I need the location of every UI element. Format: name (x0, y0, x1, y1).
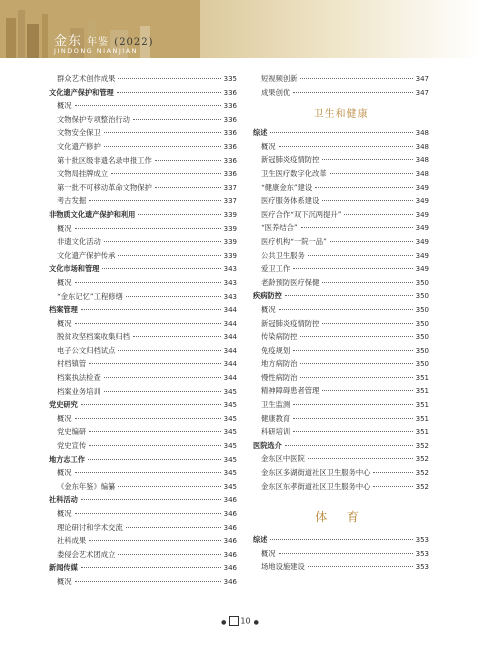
toc-entry-title: 卫生医疗数字化改革 (261, 168, 327, 178)
toc-entry-title: 档案管理 (49, 305, 78, 315)
toc-entry[interactable] (49, 548, 237, 562)
footer-right-dot: ● (253, 618, 259, 626)
dot-leader (315, 187, 412, 188)
dot-leader (126, 296, 221, 297)
toc-entry-page: 336 (223, 102, 237, 111)
dot-leader (104, 146, 221, 147)
dot-leader (75, 472, 221, 473)
toc-entry-page: 336 (223, 156, 237, 165)
toc-entry-title: 概况 (57, 468, 72, 478)
toc-entry[interactable] (253, 330, 429, 344)
dot-leader (270, 539, 412, 540)
dot-leader (285, 445, 413, 446)
toc-chapter-entry[interactable] (253, 126, 429, 140)
toc-entry[interactable] (253, 425, 429, 439)
toc-entry-title: 爱卫工作 (261, 264, 291, 274)
dot-leader (126, 527, 221, 528)
dot-leader (118, 486, 220, 487)
toc-entry-page: 351 (415, 387, 429, 396)
dot-leader (75, 105, 221, 106)
toc-left-column (49, 72, 237, 589)
toc-entry-page: 353 (415, 563, 429, 572)
toc-entry-page: 339 (223, 224, 237, 233)
dot-leader (89, 445, 220, 446)
toc-entry[interactable] (49, 534, 237, 548)
dot-leader (270, 132, 412, 133)
yearbook-subtitle: JINDONG NIANJIAN (54, 47, 139, 55)
toc-entry-title: 文物安全保卫 (57, 128, 101, 138)
toc-entry-title: 概况 (261, 548, 276, 558)
toc-entry[interactable] (49, 480, 237, 494)
toc-chapter-entry[interactable] (49, 493, 237, 507)
toc-entry-title: 慢性病防治 (261, 372, 298, 382)
toc-entry[interactable] (253, 235, 429, 249)
toc-entry-page: 347 (415, 88, 429, 97)
toc-group-culture-continued (253, 72, 429, 99)
toc-entry-title: 健康教育 (261, 413, 291, 423)
toc-entry-page: 343 (223, 265, 237, 274)
toc-entry-page: 336 (223, 142, 237, 151)
toc-entry-page: 349 (415, 210, 429, 219)
toc-entry[interactable] (253, 72, 429, 86)
toc-entry-title: 金东区多湖街道社区卫生服务中心 (261, 468, 371, 478)
toc-entry-page: 339 (223, 251, 237, 260)
toc-entry-page: 337 (223, 183, 237, 192)
toc-entry[interactable] (49, 140, 237, 154)
toc-entry[interactable] (49, 126, 237, 140)
toc-entry-title: 概况 (57, 509, 72, 518)
toc-entry-page: 344 (223, 374, 237, 383)
toc-entry[interactable] (49, 194, 237, 208)
toc-entry-page: 348 (415, 156, 429, 165)
toc-entry-title: “医养结合” (261, 223, 298, 233)
dot-leader (75, 418, 221, 419)
toc-entry-title: 新闻传媒 (49, 563, 78, 573)
toc-entry[interactable] (49, 181, 237, 195)
page-footer (0, 616, 480, 626)
dot-leader (293, 268, 412, 269)
toc-entry-page: 339 (223, 238, 237, 247)
toc-entry[interactable] (253, 560, 429, 574)
toc-chapter-entry[interactable] (49, 398, 237, 412)
dot-leader (104, 377, 221, 378)
toc-entry[interactable] (49, 507, 237, 521)
toc-entry-title: 概况 (57, 318, 72, 328)
dot-leader (89, 363, 220, 364)
toc-right-column (253, 72, 429, 574)
toc-entry[interactable] (253, 262, 429, 276)
toc-chapter-entry[interactable] (253, 533, 429, 547)
toc-entry-page: 350 (415, 278, 429, 287)
toc-entry-page: 349 (415, 251, 429, 260)
toc-entry-title: 非物质文化遗产保护和利用 (49, 209, 136, 219)
toc-entry-title: 党史宣传 (57, 441, 87, 451)
dot-leader (330, 241, 413, 242)
toc-entry[interactable] (49, 235, 237, 249)
toc-entry-page: 351 (415, 401, 429, 410)
toc-entry[interactable] (253, 208, 429, 222)
toc-entry-title: 医院选介 (253, 440, 282, 450)
toc-entry[interactable] (253, 153, 429, 167)
toc-entry-title: 精神障碍患者管理 (261, 386, 320, 396)
toc-entry-title: 文化遗产修护 (57, 141, 101, 151)
toc-entry-title: 综述 (253, 535, 268, 545)
dot-leader (117, 92, 221, 93)
toc-entry-title: “健康金东”建设 (261, 182, 313, 192)
page-number: 10 (240, 616, 251, 626)
toc-entry[interactable] (253, 547, 429, 561)
toc-entry-page: 336 (223, 88, 237, 97)
dot-leader (308, 458, 413, 459)
toc-entry[interactable] (253, 140, 429, 154)
toc-entry-title: 地方病防治 (261, 359, 298, 369)
dot-leader (89, 431, 220, 432)
toc-entry-title: 电子公文归档试点 (57, 345, 116, 355)
dot-leader (279, 146, 413, 147)
toc-entry-title: 场地设施建设 (261, 562, 305, 572)
toc-entry[interactable] (49, 249, 237, 263)
toc-entry-page: 345 (223, 455, 237, 464)
toc-entry[interactable] (253, 86, 429, 100)
toc-entry-page: 346 (223, 550, 237, 559)
toc-entry-page: 350 (415, 333, 429, 342)
dot-leader (300, 363, 412, 364)
dot-leader (89, 200, 220, 201)
toc-entry-title: 村档镇管 (57, 359, 87, 369)
toc-entry-title: 医疗机构“一院一品” (261, 236, 327, 246)
toc-entry-page: 337 (223, 197, 237, 206)
toc-entry-page: 345 (223, 401, 237, 410)
toc-entry-page: 345 (223, 428, 237, 437)
toc-entry-page: 349 (415, 224, 429, 233)
dot-leader (322, 390, 412, 391)
toc-entry-page: 353 (415, 536, 429, 545)
toc-entry[interactable] (253, 303, 429, 317)
toc-group-health (253, 126, 429, 493)
dot-leader (293, 92, 412, 93)
toc-entry[interactable] (49, 276, 237, 290)
yearbook-year: (2022) (114, 37, 154, 48)
toc-entry[interactable] (49, 385, 237, 399)
toc-entry-page: 336 (223, 115, 237, 124)
section-heading-sports: 体 育 (315, 510, 367, 525)
dot-leader (293, 350, 412, 351)
footer-box-icon (229, 616, 239, 626)
toc-group-sports (253, 533, 429, 574)
dot-leader (104, 241, 221, 242)
toc-entry-page: 350 (415, 346, 429, 355)
toc-entry-title: 疾病防控 (253, 291, 282, 301)
dot-leader (330, 173, 413, 174)
page-header (0, 0, 480, 58)
toc-entry-title: “金东记忆”工程修缮 (57, 291, 123, 301)
toc-entry-title: 金东区中医院 (261, 454, 305, 464)
toc-entry[interactable] (253, 480, 429, 494)
toc-entry-page: 346 (223, 523, 237, 532)
toc-entry[interactable] (253, 276, 429, 290)
toc-entry-title: 概况 (57, 277, 72, 287)
dot-leader (75, 513, 221, 514)
toc-entry-page: 343 (223, 292, 237, 301)
toc-entry[interactable] (49, 344, 237, 358)
toc-entry-page: 351 (415, 414, 429, 423)
toc-entry[interactable] (253, 181, 429, 195)
toc-entry-title: 脱贫攻坚档案收集归档 (57, 332, 130, 342)
toc-entry-title: 社科活动 (49, 495, 78, 505)
toc-entry-title: 娄侵会艺术团成立 (57, 549, 116, 559)
dot-leader (322, 159, 412, 160)
toc-entry-page: 345 (223, 387, 237, 396)
dot-leader (118, 78, 220, 79)
toc-entry-page: 346 (223, 577, 237, 586)
dot-leader (118, 350, 220, 351)
toc-entry-page: 345 (223, 442, 237, 451)
toc-entry-title: 概况 (261, 141, 276, 151)
toc-entry-page: 351 (415, 428, 429, 437)
toc-entry-title: 党史研究 (49, 400, 78, 410)
toc-entry-title: 概况 (261, 304, 276, 314)
dot-leader (104, 391, 221, 392)
toc-entry-title: 新冠肺炎疫情防控 (261, 318, 320, 328)
dot-leader (75, 282, 221, 283)
toc-entry[interactable] (253, 249, 429, 263)
dot-leader (75, 323, 221, 324)
dot-leader (308, 255, 413, 256)
toc-entry-page: 350 (415, 319, 429, 328)
toc-entry-page: 336 (223, 129, 237, 138)
toc-entry[interactable] (49, 222, 237, 236)
toc-entry-title: 金东区东孝街道社区卫生服务中心 (261, 481, 371, 491)
toc-entry-title: 公共卫生服务 (261, 250, 305, 260)
toc-chapter-entry[interactable] (49, 86, 237, 100)
toc-entry-title: 考古发掘 (57, 196, 87, 206)
toc-entry-page: 345 (223, 482, 237, 491)
dot-leader (104, 132, 221, 133)
dot-leader (81, 404, 221, 405)
dot-leader (373, 486, 412, 487)
toc-entry-page: 343 (223, 278, 237, 287)
toc-chapter-entry[interactable] (49, 453, 237, 467)
toc-entry-title: 综述 (253, 128, 268, 138)
toc-entry-page: 353 (415, 549, 429, 558)
toc-entry[interactable] (253, 452, 429, 466)
toc-entry-title: 概况 (57, 576, 72, 586)
toc-entry[interactable] (253, 317, 429, 331)
toc-entry-page: 344 (223, 319, 237, 328)
toc-chapter-entry[interactable] (49, 208, 237, 222)
dot-leader (155, 187, 221, 188)
toc-entry[interactable] (253, 357, 429, 371)
toc-entry-page: 346 (223, 564, 237, 573)
toc-entry-title: 党史编研 (57, 427, 87, 437)
dot-leader (111, 173, 221, 174)
toc-entry[interactable] (49, 167, 237, 181)
toc-entry-title: 概况 (57, 413, 72, 423)
toc-entry-page: 336 (223, 170, 237, 179)
toc-entry[interactable] (49, 330, 237, 344)
toc-entry-page: 344 (223, 360, 237, 369)
toc-entry[interactable] (49, 575, 237, 589)
dot-leader (344, 214, 412, 215)
dot-leader (133, 119, 221, 120)
toc-entry-page: 348 (415, 169, 429, 178)
dot-leader (75, 228, 221, 229)
dot-leader (155, 160, 221, 161)
toc-entry-page: 352 (415, 482, 429, 491)
toc-entry[interactable] (49, 371, 237, 385)
dot-leader (102, 268, 220, 269)
dot-leader (138, 214, 220, 215)
toc-entry[interactable] (49, 357, 237, 371)
toc-entry-page: 348 (415, 129, 429, 138)
toc-entry-title: 档案业务培训 (57, 386, 101, 396)
section-heading-health: 卫生和健康 (313, 109, 369, 121)
toc-entry-page: 346 (223, 496, 237, 505)
toc-entry-title: 成果创优 (261, 87, 291, 97)
toc-entry[interactable] (253, 466, 429, 480)
toc-entry[interactable] (49, 466, 237, 480)
dot-leader (285, 295, 413, 296)
toc-entry-page: 352 (415, 455, 429, 464)
dot-leader (279, 309, 413, 310)
dot-leader (300, 78, 412, 79)
toc-entry[interactable] (49, 99, 237, 113)
toc-entry-page: 335 (223, 75, 237, 83)
toc-entry[interactable] (49, 425, 237, 439)
dot-leader (133, 336, 221, 337)
toc-entry-title: 医疗服务体系建设 (261, 196, 320, 206)
yearbook-title-second: 年鉴 (87, 37, 110, 48)
dot-leader (300, 336, 412, 337)
toc-entry-page: 347 (415, 75, 429, 83)
toc-entry-page: 349 (415, 197, 429, 206)
dot-leader (322, 282, 412, 283)
dot-leader (322, 200, 412, 201)
dot-leader (81, 309, 221, 310)
toc-entry-page: 346 (223, 537, 237, 546)
dot-leader (293, 418, 412, 419)
toc-entry-title: 地方志工作 (49, 454, 85, 464)
dot-leader (81, 567, 221, 568)
toc-entry[interactable] (49, 290, 237, 304)
dot-leader (293, 431, 412, 432)
toc-entry-page: 344 (223, 346, 237, 355)
toc-entry-title: 传染病防控 (261, 332, 298, 342)
toc-entry-title: 卫生监测 (261, 400, 291, 410)
toc-entry[interactable] (49, 439, 237, 453)
toc-chapter-entry[interactable] (49, 262, 237, 276)
dot-leader (300, 377, 412, 378)
toc-entry-title: 群众艺术创作成果 (57, 74, 116, 83)
dot-leader (81, 499, 221, 500)
toc-chapter-entry[interactable] (49, 561, 237, 575)
toc-entry-title: 文物保护专项整治行动 (57, 114, 130, 124)
toc-entry-page: 344 (223, 333, 237, 342)
toc-entry-title: 文物局挂牌成立 (57, 169, 109, 179)
toc-entry[interactable] (49, 154, 237, 168)
dot-leader (301, 227, 413, 228)
toc-entry-title: 文化遗产保护传承 (57, 250, 116, 260)
toc-chapter-entry[interactable] (253, 289, 429, 303)
toc-entry-page: 345 (223, 469, 237, 478)
toc-entry[interactable] (49, 72, 237, 86)
toc-entry-title: 科研培训 (261, 427, 291, 437)
dot-leader (118, 255, 220, 256)
toc-entry-title: 免疫规划 (261, 345, 291, 355)
toc-entry-page: 339 (223, 210, 237, 219)
toc-entry[interactable] (49, 412, 237, 426)
toc-entry-page: 352 (415, 469, 429, 478)
toc-entry-title: 老龄预防医疗保健 (261, 277, 320, 287)
toc-entry-page: 350 (415, 360, 429, 369)
toc-entry[interactable] (253, 167, 429, 181)
toc-entry-title: 社科成果 (57, 536, 87, 546)
toc-entry-page: 351 (415, 373, 429, 382)
toc-entry-title: 短视频创新 (261, 74, 298, 83)
toc-entry[interactable] (253, 398, 429, 412)
dot-leader (88, 459, 221, 460)
toc-entry-page: 349 (415, 183, 429, 192)
toc-entry[interactable] (253, 344, 429, 358)
toc-entry-page: 349 (415, 265, 429, 274)
toc-entry[interactable] (253, 412, 429, 426)
toc-entry-title: 非遗文化活动 (57, 237, 101, 247)
toc-entry-page: 350 (415, 305, 429, 314)
dot-leader (293, 404, 412, 405)
toc-entry-page: 348 (415, 142, 429, 151)
dot-leader (322, 323, 412, 324)
footer-left-dot: ● (221, 618, 227, 626)
toc-chapter-entry[interactable] (49, 303, 237, 317)
toc-entry-page: 345 (223, 414, 237, 423)
toc-entry-title: 文化市场和管理 (49, 264, 100, 274)
dot-leader (75, 581, 221, 582)
dot-leader (89, 540, 220, 541)
toc-entry-title: 概况 (57, 223, 72, 233)
toc-entry[interactable] (253, 194, 429, 208)
toc-entry-page: 349 (415, 237, 429, 246)
toc-entry-title: 新冠肺炎疫情防控 (261, 155, 320, 165)
toc-entry-title: 医疗合作“双下沉两提升” (261, 209, 342, 219)
toc-entry-title: 文化遗产保护和管理 (49, 87, 114, 97)
toc-entry-title: 理论研讨和学术交流 (57, 522, 123, 532)
toc-entry-page: 352 (415, 441, 429, 450)
toc-entry-title: 第十批区级非遗名录申报工作 (57, 155, 152, 165)
toc-entry-title: 档案执法检查 (57, 373, 101, 383)
dot-leader (279, 553, 413, 554)
toc-entry-page: 350 (415, 292, 429, 301)
dot-leader (373, 472, 412, 473)
toc-entry[interactable] (49, 113, 237, 127)
toc-entry-title: 《金东年鉴》编纂 (57, 481, 116, 491)
dot-leader (308, 566, 413, 567)
yearbook-title-main: 金东 (54, 34, 83, 49)
toc-chapter-entry[interactable] (253, 439, 429, 453)
toc-entry[interactable] (253, 384, 429, 398)
toc-entry-page: 346 (223, 510, 237, 518)
toc-entry[interactable] (253, 371, 429, 385)
dot-leader (118, 554, 220, 555)
toc-entry[interactable] (49, 317, 237, 331)
toc-entry-page: 344 (223, 306, 237, 315)
toc-entry[interactable] (253, 221, 429, 235)
toc-entry-title: 概况 (57, 101, 72, 111)
toc-entry-title: 第一批不可移动革命文物保护 (57, 182, 152, 192)
toc-entry[interactable] (49, 521, 237, 535)
